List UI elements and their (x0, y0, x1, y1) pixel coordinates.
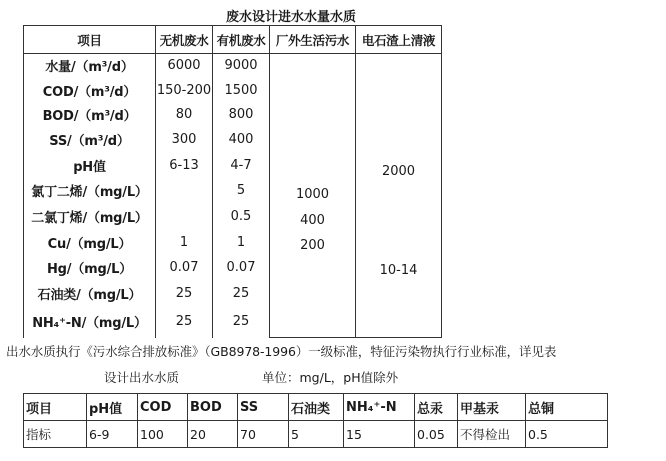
table2-value-ammonia: 15 (344, 421, 415, 448)
organic-value: 25 (213, 280, 270, 306)
table2-header-cod: COD (138, 394, 188, 421)
table1-title: 废水设计进水水量水质 (225, 10, 356, 25)
table2-header-row (24, 394, 608, 421)
organic-value: 0.5 (213, 204, 270, 229)
inorganic-value: 150-200 (156, 78, 213, 103)
table2-value-total-copper: 0.5 (526, 421, 608, 448)
table-row (24, 421, 608, 448)
table1-header-carbide: 电石渣上清液 (356, 26, 442, 54)
row-label: 石油类/（mg/L） (24, 280, 156, 306)
domestic-value-chloroprene: 400 (300, 213, 325, 228)
row-label: NH₄⁺-N/（mg/L） (24, 306, 156, 337)
organic-value: 4-7 (213, 153, 270, 178)
carbide-column (356, 54, 442, 338)
row-label: 水量/（m³/d） (24, 54, 156, 78)
inorganic-value: 6-13 (156, 153, 213, 178)
domestic-value-dichlorobutene: 200 (300, 238, 325, 253)
organic-value: 5 (213, 178, 270, 204)
inorganic-value: 6000 (156, 54, 213, 78)
table2-header-ph: pH值 (87, 394, 138, 421)
table1-header-organic: 有机废水 (213, 26, 270, 54)
inorganic-value: 0.07 (156, 255, 213, 280)
table-row (24, 54, 442, 78)
table1-header-row (24, 26, 442, 54)
row-label: SS/（m³/d） (24, 127, 156, 153)
standard-note: 出水水质执行《污水综合排放标准》（GB8978-1996）一级标准，特征污染物执行行业标准，详见表 (6, 344, 557, 359)
effluent-quality-table (23, 393, 608, 448)
row-label: 氯丁二烯/（mg/L） (24, 178, 156, 204)
table2-value-ph: 6-9 (87, 421, 138, 448)
inorganic-value: 300 (156, 127, 213, 153)
organic-value: 1 (213, 229, 270, 255)
domestic-value-ph: 1000 (295, 187, 330, 202)
table2-header-item: 项目 (24, 394, 87, 421)
row-label: pH值 (24, 153, 156, 178)
unit-note: 单位：mg/L，pH值除外 (262, 370, 399, 385)
organic-value: 1500 (213, 78, 270, 103)
row-label: Cu/（mg/L） (24, 229, 156, 255)
table2-header-oil: 石油类 (289, 394, 344, 421)
table1-header-inorganic: 无机废水 (156, 26, 213, 54)
table2-title: 设计出水水质 (104, 370, 180, 385)
table2-value-ss: 70 (238, 421, 289, 448)
table2-header-methylmercury: 甲基汞 (458, 394, 526, 421)
table1-header-item: 项目 (24, 26, 156, 54)
table2-value-cod: 100 (138, 421, 188, 448)
row-label: BOD/（m³/d） (24, 103, 156, 127)
table2-value-total-mercury: 0.05 (415, 421, 458, 448)
organic-value: 800 (213, 103, 270, 127)
inorganic-value: 25 (156, 280, 213, 306)
inorganic-value (156, 204, 213, 229)
row-label: Hg/（mg/L） (24, 255, 156, 280)
domestic-column (270, 54, 356, 338)
table2-header-total-mercury: 总汞 (415, 394, 458, 421)
inorganic-value (156, 178, 213, 204)
organic-value: 0.07 (213, 255, 270, 280)
table2-header-ammonia: NH₄⁺-N (344, 394, 415, 421)
table2-value-methylmercury: 不得检出 (458, 421, 526, 448)
organic-value: 400 (213, 127, 270, 153)
inorganic-value: 25 (156, 306, 213, 337)
table2-header-total-copper: 总铜 (526, 394, 608, 421)
influent-quality-table (23, 25, 442, 338)
row-label: 二氯丁烯/（mg/L） (24, 204, 156, 229)
table1-header-domestic: 厂外生活污水 (270, 26, 356, 54)
inorganic-value: 1 (156, 229, 213, 255)
organic-value: 9000 (213, 54, 270, 78)
organic-value: 25 (213, 306, 270, 337)
carbide-value-cu: 10-14 (379, 263, 418, 278)
table2-header-bod: BOD (188, 394, 238, 421)
table2-value-item: 指标 (24, 421, 87, 448)
row-label: COD/（m³/d） (24, 78, 156, 103)
table2-header-ss: SS (238, 394, 289, 421)
carbide-value-ss: 2000 (381, 164, 416, 179)
table2-value-oil: 5 (289, 421, 344, 448)
table2-value-bod: 20 (188, 421, 238, 448)
inorganic-value: 80 (156, 103, 213, 127)
